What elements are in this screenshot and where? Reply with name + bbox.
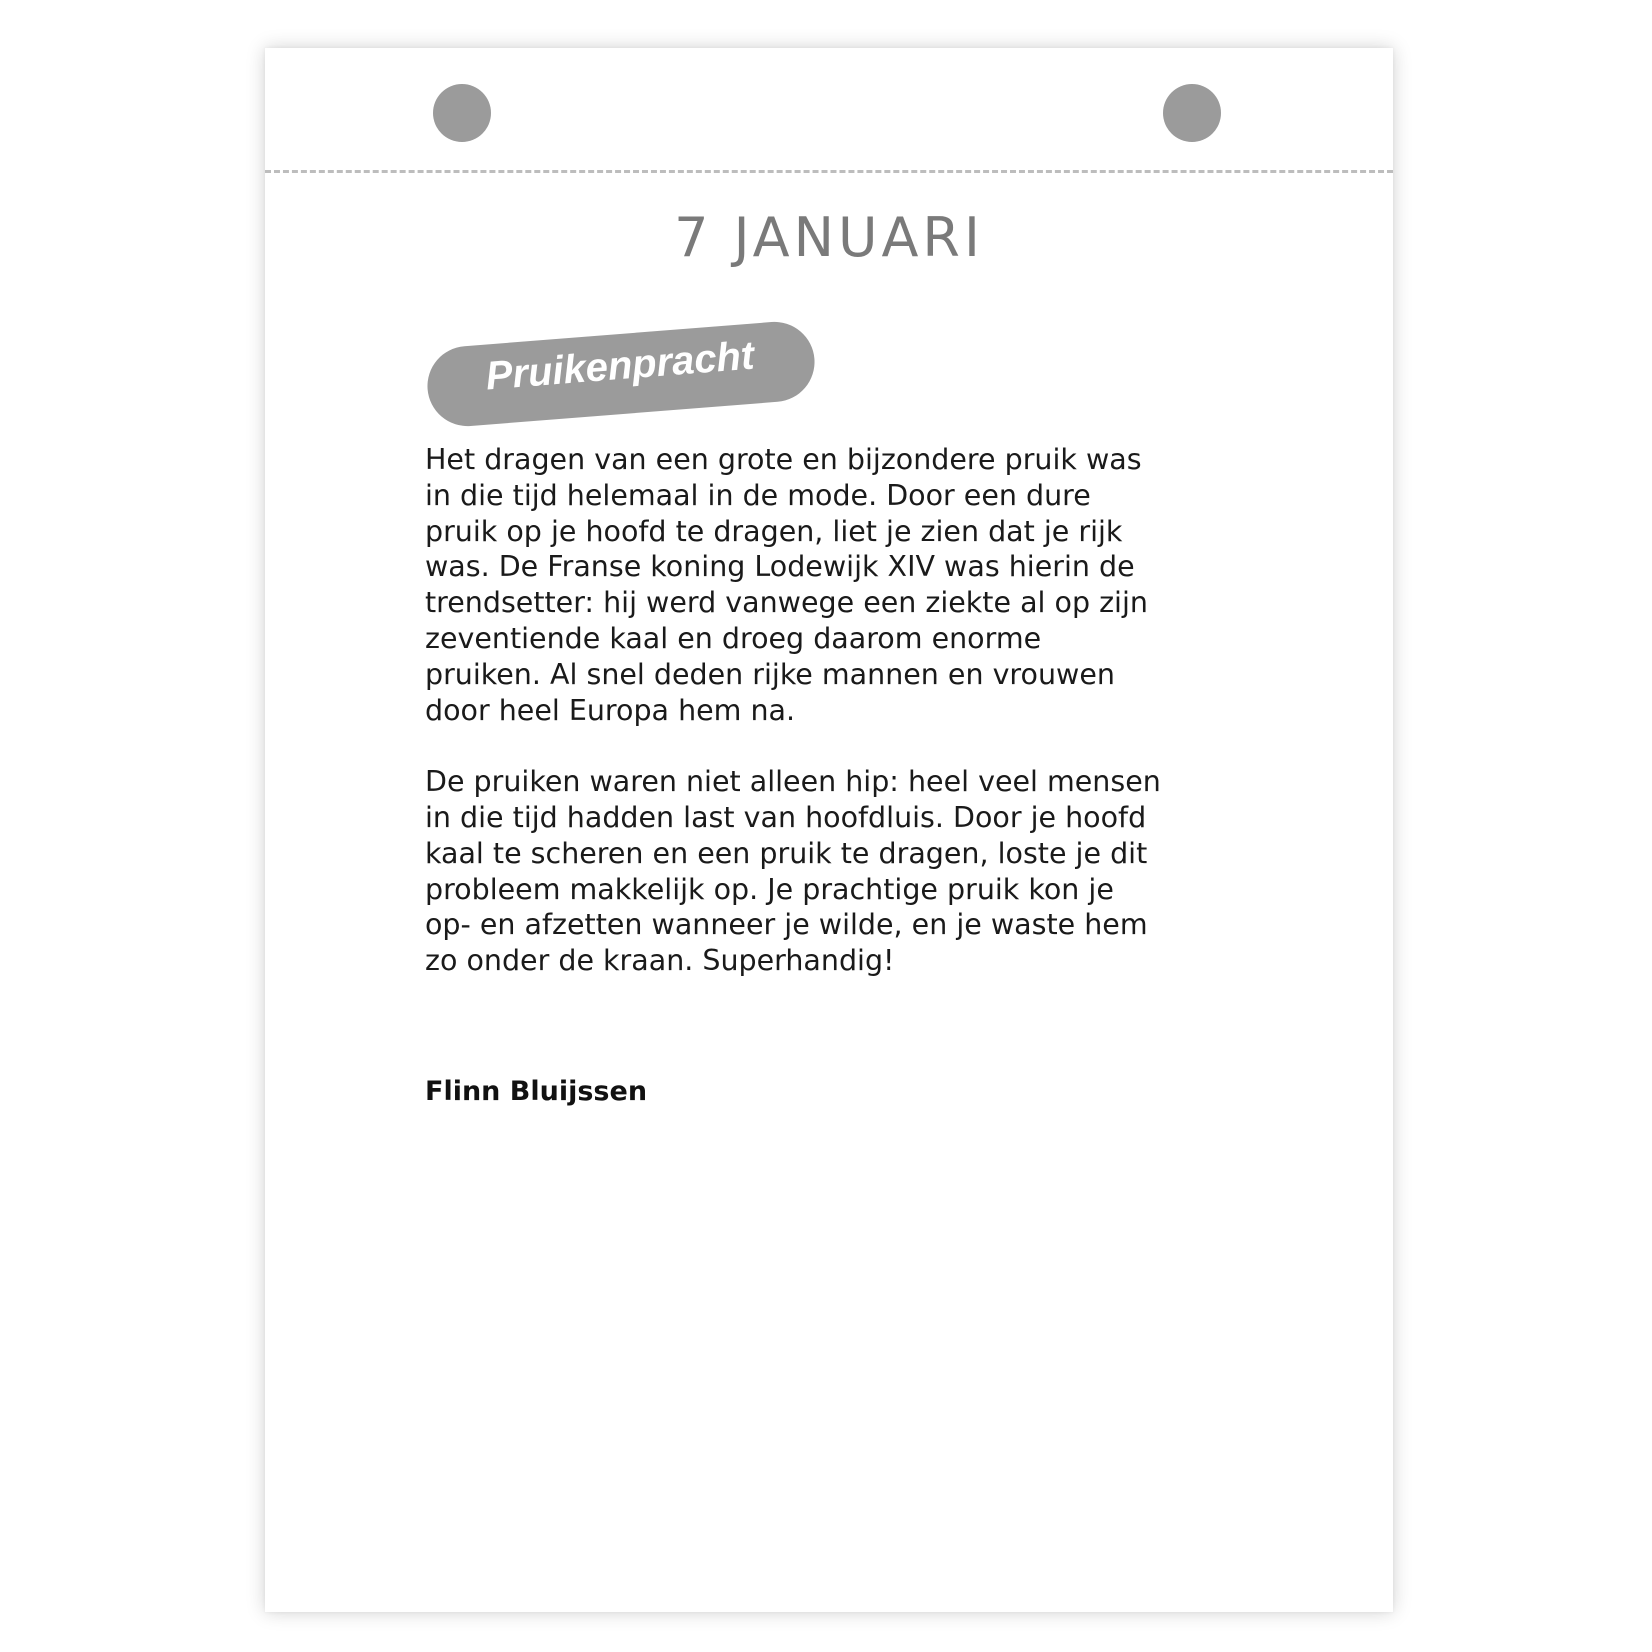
article-body xyxy=(425,442,1225,979)
paragraph: Het dragen van een grote en bijzondere pruik was in die tijd helemaal in de mode. Door een dure pruik op je hoofd te dragen, liet je zien dat je rijk was. De Franse koning Lodewijk XIV was hierin de trendsetter: hij werd vanwege een ziekte al op zijn zeventiende kaal en droeg daarom enorme pruiken. Al snel deden rijke mannen en vrouwen door heel Europa hem na. xyxy=(425,443,1148,727)
page-date: 7 JANUARI xyxy=(674,206,984,269)
paragraph: De pruiken waren niet alleen hip: heel veel mensen in die tijd hadden last van hoofdluis. Door je hoofd kaal te scheren en een pruik te dragen, loste je dit probleem makkelijk op. Je prachtige pruik kon je op- en afzetten wanneer je wilde, en je waste hem zo onder de kraan. Superhandig! xyxy=(425,765,1161,978)
binding-hole-left xyxy=(433,84,491,142)
calendar-page xyxy=(265,48,1393,1612)
author-name: Flinn Bluijssen xyxy=(425,1076,648,1107)
page-title: Pruikenpracht xyxy=(484,333,756,399)
binding-hole-right xyxy=(1163,84,1221,142)
perforation-line xyxy=(265,170,1393,173)
